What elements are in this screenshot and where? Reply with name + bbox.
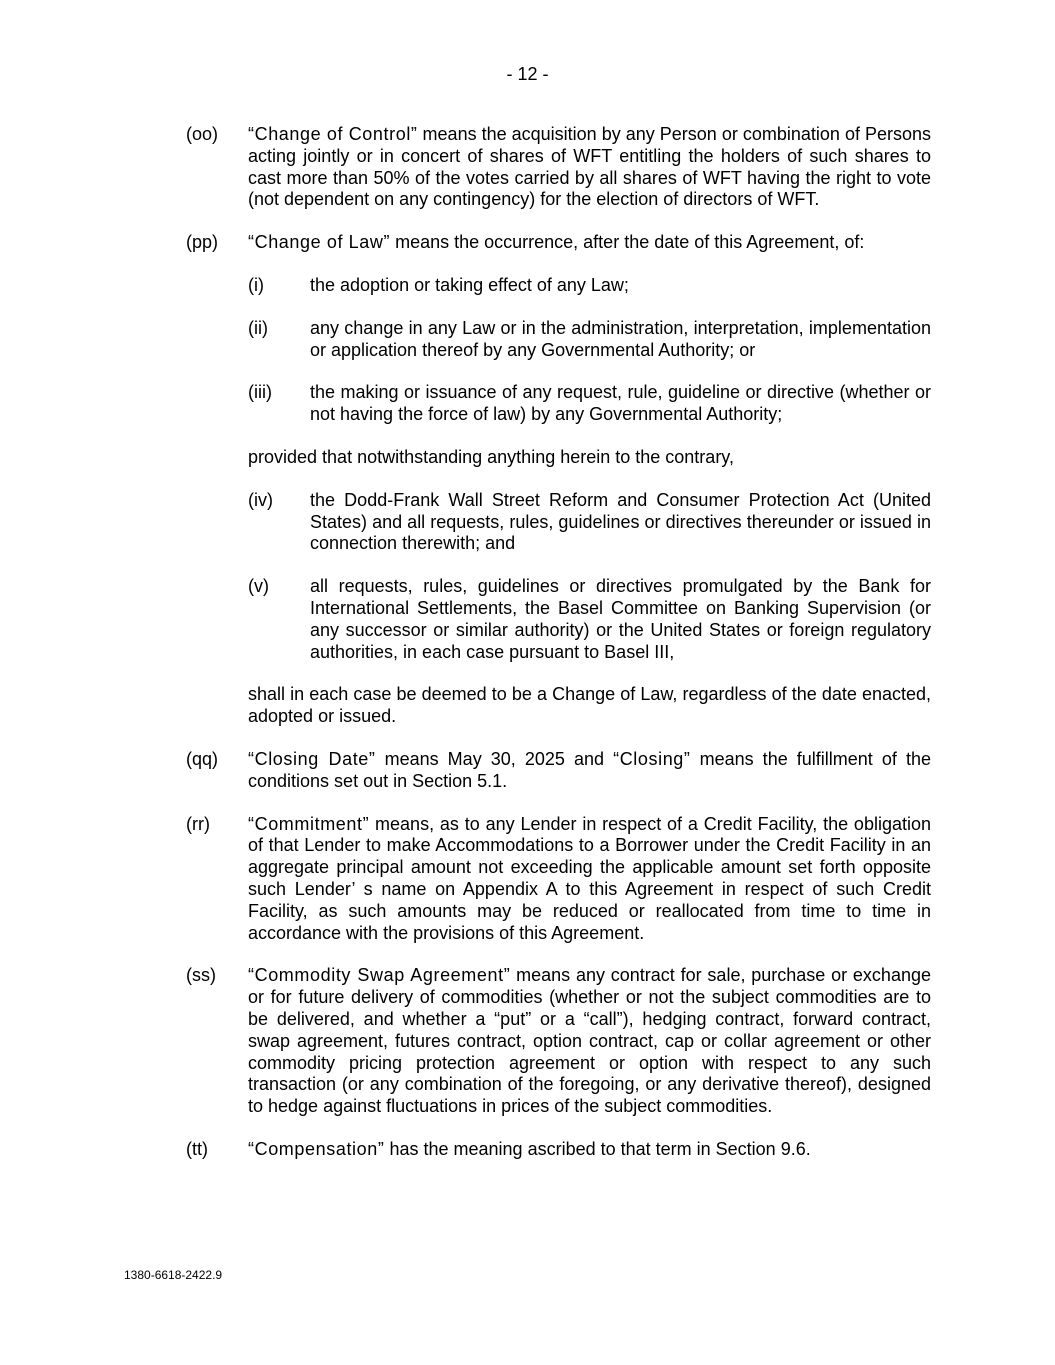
definition-body <box>248 749 931 793</box>
sub-item-label: (iv) <box>248 489 273 510</box>
definition-pp <box>186 232 931 728</box>
definition-rr <box>186 814 931 945</box>
definition-body <box>248 232 931 728</box>
proviso-text: provided that notwithstanding anything herein to the contrary, <box>248 446 734 467</box>
definition-text: means the acquisition by any Person or combination of Persons acting jointly or in concert of shares of WFT entitling the holders of such shares to cast more than 50% of the votes carried by all shares of WFT having the right to vote (not dependent on any contingency) for the election of directors of WFT. <box>248 124 932 210</box>
definition-ss <box>186 965 931 1118</box>
sub-item-label: (i) <box>248 274 264 295</box>
definition-label: (oo) <box>186 124 219 144</box>
definition-label: (ss) <box>186 965 216 986</box>
definition-text: means the fulfillment of the conditions set out in Section 5.1. <box>248 748 931 791</box>
definition-paragraph <box>248 232 931 254</box>
defined-term: “Closing” <box>613 748 691 769</box>
closing-text: shall in each case be deemed to be a Change of Law, regardless of the date enacted, adopted or issued. <box>248 684 931 727</box>
defined-term: “Closing Date” <box>248 748 376 769</box>
definition-paragraph <box>248 749 931 793</box>
definition-oo <box>186 124 931 211</box>
definition-paragraph <box>248 124 931 211</box>
definition-body <box>248 965 931 1118</box>
definition-text: means any contract for sale, purchase or exchange or for future delivery of commodities (whether or not the subject commodities are to be delivered, and whether a “put” or a “call”), hedging contract, forward contract, swap agreement, futures contract, option contract, cap or collar agreement or other commodity pricing protection agreement or option with respect to any such transaction (or any combination of the foregoing, or any derivative thereof), designed to hedge against fluctuations in prices of the subject commodities. <box>248 965 931 1117</box>
definition-text: means, as to any Lender in respect of a Credit Facility, the obligation of that Lender to make Accommodations to a Borrower under the Credit Facility in an aggregate principal amount not exceeding the applicable amount set forth opposite such Lender’ s name on Appendix A to this Agreement in respect of such Credit Facility, as such amounts may be reduced or reallocated from time to time in accordance with the provisions of this Agreement. <box>248 813 931 943</box>
definition-label: (pp) <box>186 232 219 253</box>
definition-tt <box>186 1139 931 1161</box>
sub-item-label: (ii) <box>248 317 268 338</box>
sub-item-ii <box>248 318 931 362</box>
sub-item-iv <box>248 490 931 555</box>
sub-item-i <box>248 275 931 297</box>
definition-body <box>248 814 931 945</box>
definition-label: (qq) <box>186 748 219 769</box>
sub-item-text: the Dodd-Frank Wall Street Reform and Consumer Protection Act (United States) and all requests, rules, guidelines or directives thereunder or issued in connection therewith; and <box>310 489 931 554</box>
sub-item-v <box>248 576 931 663</box>
defined-term: “Change of Law” <box>248 232 391 253</box>
definition-text: has the meaning ascribed to that term in Section 9.6. <box>384 1138 811 1159</box>
sub-item-text: the making or issuance of any request, rule, guideline or directive (whether or not having the force of law) by any Governmental Authority; <box>310 382 931 425</box>
definition-qq <box>186 749 931 793</box>
page-number: - 12 - <box>506 64 549 84</box>
definition-text: means the occurrence, after the date of this Agreement, of: <box>390 232 865 253</box>
defined-term: “Commodity Swap Agreement” <box>248 965 511 986</box>
definition-paragraph <box>248 814 931 945</box>
sub-item-text: the adoption or taking effect of any Law; <box>310 274 629 295</box>
definition-paragraph <box>248 965 931 1118</box>
sub-item-text: any change in any Law or in the administration, interpretation, implementation or application thereof by any Governmental Authority; or <box>310 317 931 360</box>
definition-paragraph <box>248 1139 931 1161</box>
sub-item-label: (iii) <box>248 382 272 403</box>
definition-label: (tt) <box>186 1138 208 1159</box>
defined-term: “Commitment” <box>248 813 370 834</box>
definition-label: (rr) <box>186 813 210 834</box>
sub-item-label: (v) <box>248 576 269 597</box>
document-id-footer: 1380-6618-2422.9 <box>124 1268 223 1282</box>
definition-body <box>248 124 931 211</box>
definition-text: means May 30, 2025 and <box>375 748 614 769</box>
defined-term: “Change of Control” <box>248 124 418 144</box>
sub-item-text: all requests, rules, guidelines or directives promulgated by the Bank for International Settlements, the Basel Committee on Banking Supervision (or any successor or similar authority) or the United States or foreign regulatory authorities, in each case pursuant to Basel III, <box>310 576 931 662</box>
sub-item-iii <box>248 382 931 426</box>
definitions-list <box>186 124 931 1182</box>
definition-body <box>248 1139 931 1161</box>
defined-term: “Compensation” <box>248 1138 385 1159</box>
